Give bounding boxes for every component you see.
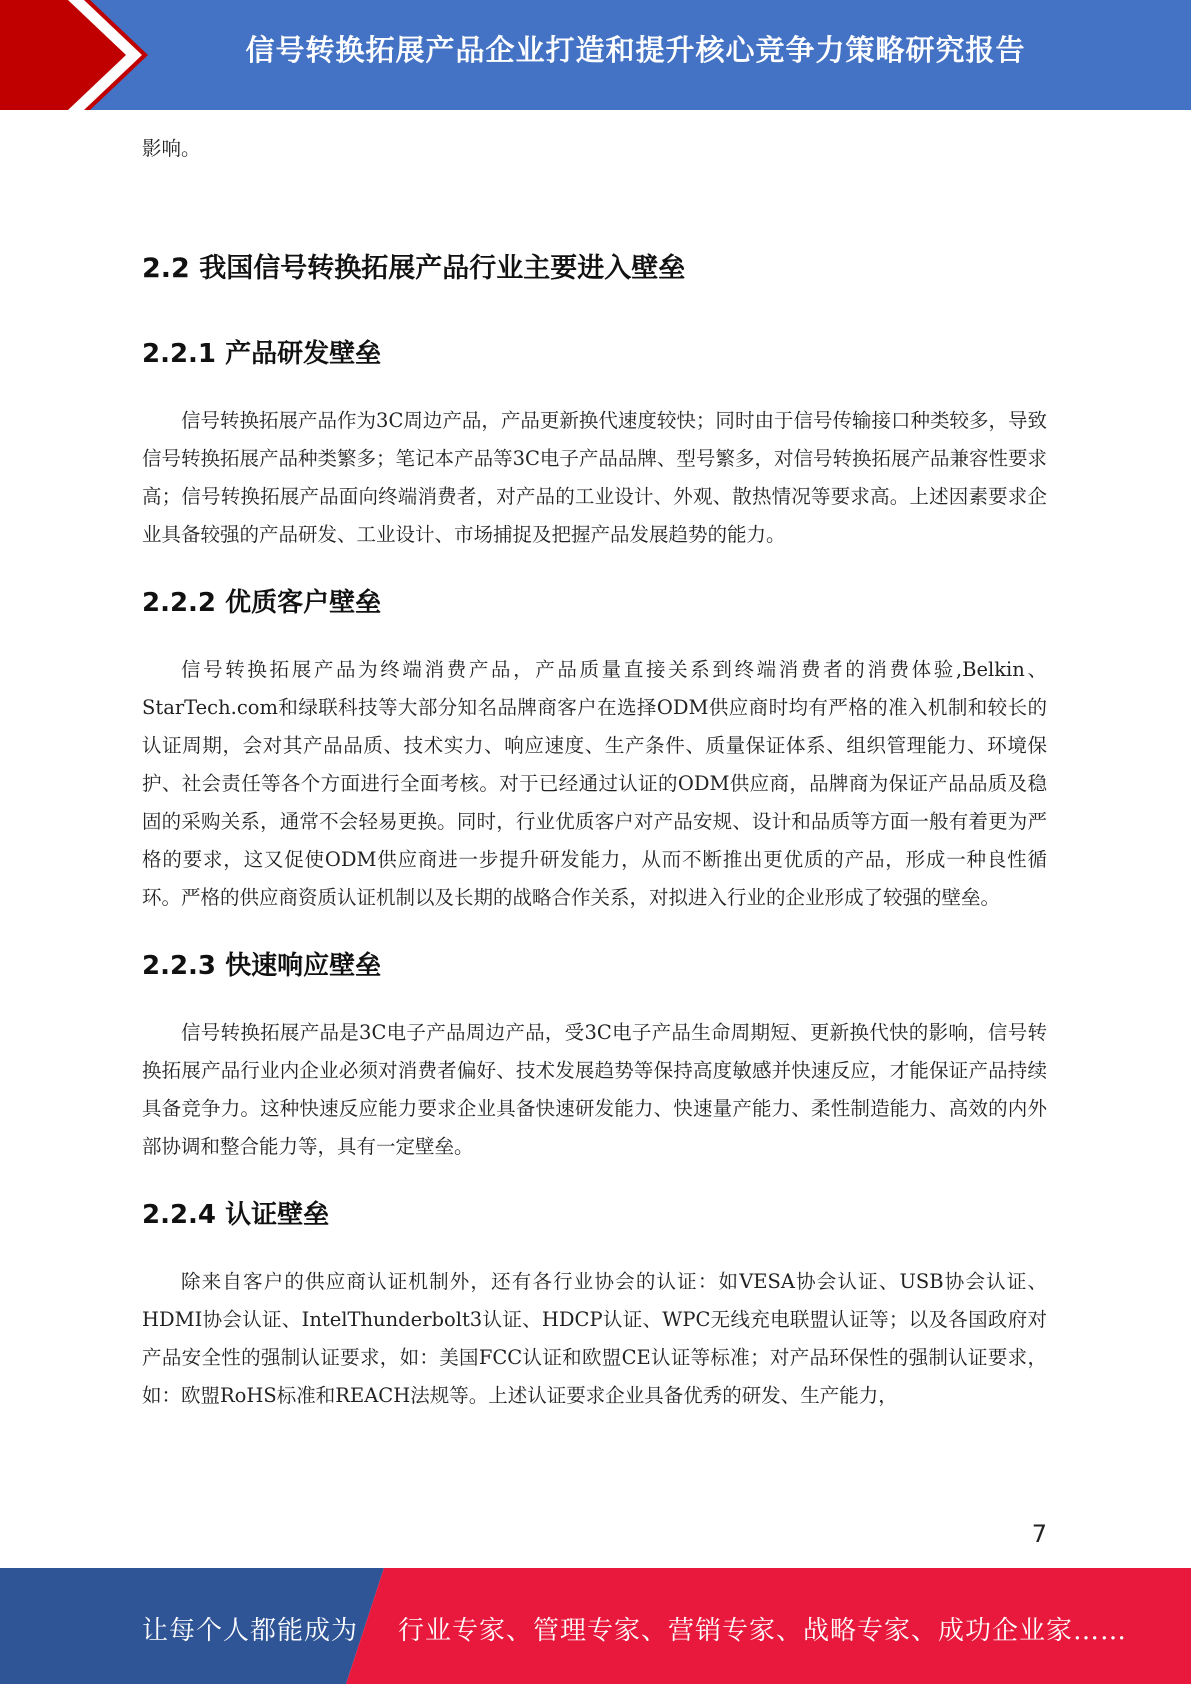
- page-content: [142, 130, 1047, 1415]
- section-title: 2.2 我国信号转换拓展产品行业主要进入壁垒: [142, 253, 686, 284]
- subsection-body-2-2-3: 信号转换拓展产品是3C电子产品周边产品，受3C电子产品生命周期短、更新换代快的影响，信号转换拓展产品行业内企业必须对消费者偏好、技术发展趋势等保持高度敏感并快速反应，才能保证产品持续具备竞争力。这种快速反应能力要求企业具备快速研发能力、快速量产能力、柔性制造能力、高效的内外部协调和整合能力等，具有一定壁垒。: [142, 1021, 1047, 1158]
- subsection-body-2-2-1: 信号转换拓展产品作为3C周边产品，产品更新换代速度较快；同时由于信号传输接口种类较多，导致信号转换拓展产品种类繁多；笔记本产品等3C电子产品品牌、型号繁多，对信号转换拓展产品兼容性要求高；信号转换拓展产品面向终端消费者，对产品的工业设计、外观、散热情况等要求高。上述因素要求企业具备较强的产品研发、工业设计、市场捕捉及把握产品发展趋势的能力。: [142, 409, 1047, 546]
- footer-slogan-right: 行业专家、管理专家、营销专家、战略专家、成功企业家……: [398, 1616, 1128, 1646]
- intro-fragment: 影响。: [142, 137, 201, 160]
- subsection-title-2-2-2: 2.2.2 优质客户壁垒: [142, 588, 382, 618]
- subsection-title-2-2-1: 2.2.1 产品研发壁垒: [142, 339, 382, 369]
- page-number: 7: [1031, 1520, 1047, 1548]
- subsection-title-2-2-3: 2.2.3 快速响应壁垒: [142, 951, 382, 981]
- red-arrow-icon: [0, 0, 150, 110]
- footer-slogan-left: 让每个人都能成为: [142, 1616, 359, 1646]
- subsection-body-2-2-2: 信号转换拓展产品为终端消费产品，产品质量直接关系到终端消费者的消费体验,Belkin、StarTech.com和绿联科技等大部分知名品牌商客户在选择ODM供应商时均有严格的准入机制和较长的认证周期，会对其产品品质、技术实力、响应速度、生产条件、质量保证体系、组织管理能力、环境保护、社会责任等各个方面进行全面考核。对于已经通过认证的ODM供应商，品牌商为保证产品品质及稳固的采购关系，通常不会轻易更换。同时，行业优质客户对产品安规、设计和品质等方面一般有着更为严格的要求，这又促使ODM供应商进一步提升研发能力，从而不断推出更优质的产品，形成一种良性循环。严格的供应商资质认证机制以及长期的战略合作关系，对拟进入行业的企业形成了较强的壁垒。: [142, 658, 1047, 909]
- subsection-body-2-2-4: 除来自客户的供应商认证机制外，还有各行业协会的认证：如VESA协会认证、USB协会认证、HDMI协会认证、IntelThunderbolt3认证、HDCP认证、WPC无线充电联盟认证等；以及各国政府对产品安全性的强制认证要求，如：美国FCC认证和欧盟CE认证等标准；对产品环保性的强制认证要求，如：欧盟RoHS标准和REACH法规等。上述认证要求企业具备优秀的研发、生产能力，: [142, 1270, 1047, 1407]
- page-header: [0, 0, 1191, 110]
- report-title: 信号转换拓展产品企业打造和提升核心竞争力策略研究报告: [245, 33, 1026, 67]
- page-footer: [0, 1568, 1191, 1684]
- subsection-title-2-2-4: 2.2.4 认证壁垒: [142, 1200, 330, 1230]
